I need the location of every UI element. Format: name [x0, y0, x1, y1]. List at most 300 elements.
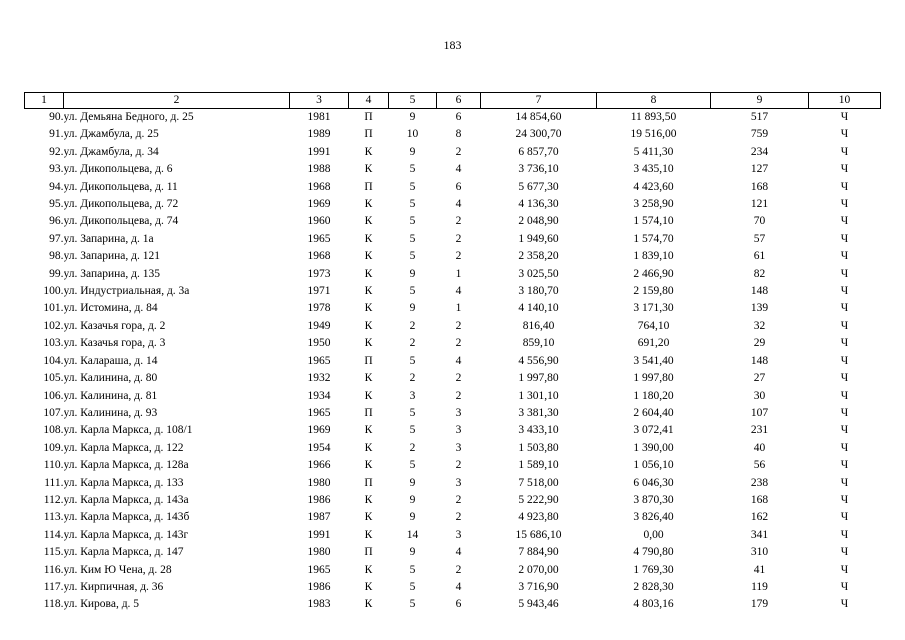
- address-cell: ул. Индустриальная, д. 3а: [63, 285, 190, 298]
- entrances-cell: 4: [455, 546, 462, 559]
- address-cell: ул. Карла Маркса, д. 143б: [63, 511, 190, 524]
- table-row: [25, 544, 881, 561]
- residents-cell: 148: [750, 354, 769, 367]
- wall-type-cell: К: [364, 424, 373, 437]
- table-row: [25, 422, 881, 439]
- wall-type-cell: К: [364, 285, 373, 298]
- row-number: 113.: [43, 511, 64, 524]
- year-cell: 1965: [307, 354, 331, 367]
- living-area-cell: 19 516,00: [630, 128, 677, 141]
- row-number: 110.: [43, 459, 64, 472]
- category-cell: Ч: [840, 389, 849, 402]
- entrances-cell: 2: [455, 459, 462, 472]
- wall-type-cell: П: [364, 180, 373, 193]
- total-area-cell: 6 857,70: [518, 145, 559, 158]
- row-number: 112.: [43, 493, 64, 506]
- residents-cell: 759: [750, 128, 769, 141]
- table-row: [25, 283, 881, 300]
- year-cell: 1981: [307, 111, 331, 123]
- floors-cell: 2: [409, 337, 416, 350]
- row-number: 108.: [43, 424, 64, 437]
- floors-cell: 2: [409, 319, 416, 332]
- floors-cell: 5: [409, 250, 416, 263]
- year-cell: 1954: [307, 441, 331, 454]
- wall-type-cell: К: [364, 337, 373, 350]
- residents-cell: 70: [753, 215, 766, 228]
- entrances-cell: 2: [455, 145, 462, 158]
- living-area-cell: 1 056,10: [633, 459, 674, 472]
- column-header: 5: [389, 93, 437, 109]
- year-cell: 1988: [307, 163, 331, 176]
- address-cell: ул. Джамбула, д. 25: [63, 128, 159, 141]
- category-cell: Ч: [840, 319, 849, 332]
- table-row: [25, 126, 881, 143]
- year-cell: 1965: [307, 406, 331, 419]
- address-cell: ул. Кирова, д. 5: [63, 598, 140, 611]
- row-number: 104.: [43, 354, 64, 367]
- entrances-cell: 2: [455, 389, 462, 402]
- category-cell: Ч: [840, 128, 849, 141]
- row-number: 97.: [49, 232, 64, 245]
- table-row: [25, 248, 881, 265]
- total-area-cell: 15 686,10: [515, 528, 562, 541]
- row-number: 118.: [43, 598, 64, 611]
- residents-cell: 56: [753, 459, 766, 472]
- table-row: [25, 405, 881, 422]
- row-number: 98.: [49, 250, 64, 263]
- residents-cell: 517: [750, 111, 769, 123]
- entrances-cell: 3: [455, 476, 462, 489]
- living-area-cell: 11 893,50: [630, 111, 677, 123]
- table-row: [25, 388, 881, 405]
- category-cell: Ч: [840, 163, 849, 176]
- table-row: [25, 562, 881, 579]
- row-number: 94.: [49, 180, 64, 193]
- floors-cell: 9: [409, 267, 416, 280]
- total-area-cell: 2 048,90: [518, 215, 559, 228]
- total-area-cell: 5 677,30: [518, 180, 559, 193]
- wall-type-cell: К: [364, 319, 373, 332]
- residents-cell: 41: [753, 563, 766, 576]
- year-cell: 1932: [307, 372, 331, 385]
- entrances-cell: 2: [455, 337, 462, 350]
- entrances-cell: 2: [455, 493, 462, 506]
- year-cell: 1980: [307, 476, 331, 489]
- year-cell: 1966: [307, 459, 331, 472]
- floors-cell: 3: [409, 389, 416, 402]
- row-number: 101.: [43, 302, 64, 315]
- floors-cell: 2: [409, 441, 416, 454]
- total-area-cell: 2 070,00: [518, 563, 559, 576]
- category-cell: Ч: [840, 493, 849, 506]
- table-row: [25, 318, 881, 335]
- row-number: 114.: [43, 528, 64, 541]
- residents-cell: 121: [750, 198, 769, 211]
- living-area-cell: 3 258,90: [633, 198, 674, 211]
- floors-cell: 9: [409, 476, 416, 489]
- residents-cell: 341: [750, 528, 769, 541]
- wall-type-cell: К: [364, 528, 373, 541]
- year-cell: 1968: [307, 250, 331, 263]
- table-row: [25, 109, 881, 127]
- entrances-cell: 3: [455, 406, 462, 419]
- total-area-cell: 3 736,10: [518, 163, 559, 176]
- entrances-cell: 2: [455, 372, 462, 385]
- living-area-cell: 1 997,80: [633, 372, 674, 385]
- wall-type-cell: К: [364, 389, 373, 402]
- living-area-cell: 3 826,40: [633, 511, 674, 524]
- category-cell: Ч: [840, 598, 849, 611]
- address-cell: ул. Кирпичная, д. 36: [63, 580, 164, 593]
- address-cell: ул. Карла Маркса, д. 108/1: [63, 424, 193, 437]
- address-cell: ул. Калинина, д. 81: [63, 389, 158, 402]
- wall-type-cell: К: [364, 198, 373, 211]
- residents-cell: 57: [753, 232, 766, 245]
- residents-cell: 148: [750, 285, 769, 298]
- year-cell: 1965: [307, 232, 331, 245]
- address-cell: ул. Истомина, д. 84: [63, 302, 158, 315]
- row-number: 107.: [43, 406, 64, 419]
- wall-type-cell: К: [364, 493, 373, 506]
- wall-type-cell: П: [364, 128, 373, 141]
- floors-cell: 9: [409, 493, 416, 506]
- entrances-cell: 3: [455, 528, 462, 541]
- table-row: [25, 335, 881, 352]
- category-cell: Ч: [840, 215, 849, 228]
- wall-type-cell: К: [364, 598, 373, 611]
- address-cell: ул. Дикопольцева, д. 6: [63, 163, 173, 176]
- address-cell: ул. Калинина, д. 80: [63, 372, 158, 385]
- row-number: 96.: [49, 215, 64, 228]
- floors-cell: 5: [409, 459, 416, 472]
- entrances-cell: 4: [455, 198, 462, 211]
- address-cell: ул. Карла Маркса, д. 122: [63, 441, 184, 454]
- address-cell: ул. Ким Ю Чена, д. 28: [63, 563, 172, 576]
- total-area-cell: 3 716,90: [518, 580, 559, 593]
- year-cell: 1960: [307, 215, 331, 228]
- table-row: [25, 231, 881, 248]
- living-area-cell: 2 466,90: [633, 267, 674, 280]
- table-row: [25, 440, 881, 457]
- category-cell: Ч: [840, 476, 849, 489]
- floors-cell: 9: [409, 546, 416, 559]
- address-cell: ул. Дикопольцева, д. 72: [63, 198, 179, 211]
- category-cell: Ч: [840, 372, 849, 385]
- floors-cell: 9: [409, 302, 416, 315]
- year-cell: 1969: [307, 424, 331, 437]
- residents-cell: 168: [750, 180, 769, 193]
- floors-cell: 5: [409, 580, 416, 593]
- table-row: [25, 196, 881, 213]
- year-cell: 1968: [307, 180, 331, 193]
- category-cell: Ч: [840, 145, 849, 158]
- floors-cell: 5: [409, 406, 416, 419]
- row-number: 117.: [43, 580, 64, 593]
- total-area-cell: 1 589,10: [518, 459, 559, 472]
- entrances-cell: 3: [455, 441, 462, 454]
- floors-cell: 9: [409, 511, 416, 524]
- table-row: [25, 353, 881, 370]
- column-header: 10: [809, 93, 881, 109]
- living-area-cell: 1 390,00: [633, 441, 674, 454]
- category-cell: Ч: [840, 528, 849, 541]
- year-cell: 1978: [307, 302, 331, 315]
- table-row: [25, 509, 881, 526]
- entrances-cell: 4: [455, 354, 462, 367]
- address-cell: ул. Дикопольцева, д. 11: [63, 180, 178, 193]
- entrances-cell: 2: [455, 232, 462, 245]
- total-area-cell: 1 503,80: [518, 441, 559, 454]
- table-body: [25, 109, 881, 614]
- residents-cell: 179: [750, 598, 769, 611]
- row-number: 105.: [43, 372, 64, 385]
- floors-cell: 2: [409, 372, 416, 385]
- table-row: [25, 579, 881, 596]
- entrances-cell: 2: [455, 563, 462, 576]
- category-cell: Ч: [840, 441, 849, 454]
- living-area-cell: 1 574,70: [633, 232, 674, 245]
- residents-cell: 238: [750, 476, 769, 489]
- table-row: [25, 475, 881, 492]
- floors-cell: 5: [409, 215, 416, 228]
- wall-type-cell: К: [364, 302, 373, 315]
- row-number: 115.: [43, 546, 64, 559]
- year-cell: 1986: [307, 580, 331, 593]
- living-area-cell: 0,00: [643, 528, 664, 541]
- residents-cell: 32: [753, 319, 766, 332]
- wall-type-cell: К: [364, 441, 373, 454]
- category-cell: Ч: [840, 563, 849, 576]
- address-cell: ул. Демьяна Бедного, д. 25: [63, 111, 194, 123]
- living-area-cell: 1 180,20: [633, 389, 674, 402]
- total-area-cell: 7 518,00: [518, 476, 559, 489]
- column-header: 2: [64, 93, 290, 109]
- floors-cell: 5: [409, 563, 416, 576]
- total-area-cell: 5 943,46: [518, 598, 559, 611]
- category-cell: Ч: [840, 459, 849, 472]
- living-area-cell: 2 604,40: [633, 406, 674, 419]
- entrances-cell: 4: [455, 163, 462, 176]
- wall-type-cell: К: [364, 563, 373, 576]
- residents-cell: 234: [750, 145, 769, 158]
- year-cell: 1973: [307, 267, 331, 280]
- total-area-cell: 1 301,10: [518, 389, 559, 402]
- entrances-cell: 6: [455, 111, 462, 123]
- table-row: [25, 300, 881, 317]
- residents-cell: 168: [750, 493, 769, 506]
- category-cell: Ч: [840, 180, 849, 193]
- category-cell: Ч: [840, 111, 849, 123]
- total-area-cell: 3 433,10: [518, 424, 559, 437]
- residents-cell: 27: [753, 372, 766, 385]
- row-number: 106.: [43, 389, 64, 402]
- living-area-cell: 1 839,10: [633, 250, 674, 263]
- category-cell: Ч: [840, 250, 849, 263]
- residents-cell: 310: [750, 546, 769, 559]
- floors-cell: 10: [406, 128, 419, 141]
- address-cell: ул. Казачья гора, д. 2: [63, 319, 166, 332]
- column-header: 4: [349, 93, 389, 109]
- address-cell: ул. Карла Маркса, д. 147: [63, 546, 184, 559]
- living-area-cell: 764,10: [637, 319, 670, 332]
- entrances-cell: 6: [455, 598, 462, 611]
- year-cell: 1980: [307, 546, 331, 559]
- entrances-cell: 2: [455, 215, 462, 228]
- address-cell: ул. Запарина, д. 1а: [63, 232, 154, 245]
- table-row: [25, 492, 881, 509]
- category-cell: Ч: [840, 337, 849, 350]
- total-area-cell: 7 884,90: [518, 546, 559, 559]
- total-area-cell: 24 300,70: [515, 128, 562, 141]
- wall-type-cell: К: [364, 215, 373, 228]
- row-number: 90.: [49, 111, 64, 123]
- address-cell: ул. Казачья гора, д. 3: [63, 337, 166, 350]
- entrances-cell: 1: [455, 302, 462, 315]
- total-area-cell: 816,40: [522, 319, 555, 332]
- category-cell: Ч: [840, 232, 849, 245]
- table-row: [25, 596, 881, 613]
- category-cell: Ч: [840, 511, 849, 524]
- page-number: 183: [443, 38, 462, 52]
- living-area-cell: 3 870,30: [633, 493, 674, 506]
- residents-cell: 127: [750, 163, 769, 176]
- floors-cell: 9: [409, 111, 416, 123]
- wall-type-cell: П: [364, 354, 373, 367]
- wall-type-cell: К: [364, 232, 373, 245]
- residents-cell: 107: [750, 406, 769, 419]
- entrances-cell: 6: [455, 180, 462, 193]
- wall-type-cell: П: [364, 111, 373, 123]
- wall-type-cell: К: [364, 459, 373, 472]
- wall-type-cell: К: [364, 250, 373, 263]
- entrances-cell: 4: [455, 285, 462, 298]
- table-row: [25, 179, 881, 196]
- living-area-cell: 4 803,16: [633, 598, 674, 611]
- year-cell: 1986: [307, 493, 331, 506]
- floors-cell: 5: [409, 598, 416, 611]
- floors-cell: 5: [409, 198, 416, 211]
- living-area-cell: 1 574,10: [633, 215, 674, 228]
- entrances-cell: 4: [455, 580, 462, 593]
- living-area-cell: 2 828,30: [633, 580, 674, 593]
- row-number: 95.: [49, 198, 64, 211]
- total-area-cell: 5 222,90: [518, 493, 559, 506]
- floors-cell: 14: [406, 528, 419, 541]
- table-row: [25, 266, 881, 283]
- wall-type-cell: П: [364, 546, 373, 559]
- total-area-cell: 859,10: [522, 337, 555, 350]
- total-area-cell: 4 140,10: [518, 302, 559, 315]
- floors-cell: 5: [409, 285, 416, 298]
- category-cell: Ч: [840, 354, 849, 367]
- column-header: 8: [597, 93, 711, 109]
- residents-cell: 40: [753, 441, 766, 454]
- address-cell: ул. Запарина, д. 135: [63, 267, 160, 280]
- row-number: 91.: [49, 128, 64, 141]
- column-header: 7: [481, 93, 597, 109]
- year-cell: 1969: [307, 198, 331, 211]
- residents-cell: 82: [753, 267, 766, 280]
- category-cell: Ч: [840, 546, 849, 559]
- address-cell: ул. Джамбула, д. 34: [63, 145, 159, 158]
- row-number: 93.: [49, 163, 64, 176]
- total-area-cell: 1 997,80: [518, 372, 559, 385]
- table-row: [25, 457, 881, 474]
- row-number: 102.: [43, 319, 64, 332]
- total-area-cell: 14 854,60: [515, 111, 562, 123]
- year-cell: 1949: [307, 319, 331, 332]
- row-number: 100.: [43, 285, 64, 298]
- address-cell: ул. Дикопольцева, д. 74: [63, 215, 179, 228]
- living-area-cell: 1 769,30: [633, 563, 674, 576]
- column-header: 3: [290, 93, 349, 109]
- year-cell: 1983: [307, 598, 331, 611]
- living-area-cell: 3 435,10: [633, 163, 674, 176]
- living-area-cell: 4 790,80: [633, 546, 674, 559]
- wall-type-cell: К: [364, 511, 373, 524]
- entrances-cell: 2: [455, 319, 462, 332]
- floors-cell: 9: [409, 145, 416, 158]
- residents-cell: 30: [753, 389, 766, 402]
- total-area-cell: 3 180,70: [518, 285, 559, 298]
- entrances-cell: 3: [455, 424, 462, 437]
- residents-cell: 61: [753, 250, 766, 263]
- row-number: 116.: [43, 563, 64, 576]
- table-row: [25, 161, 881, 178]
- year-cell: 1971: [307, 285, 331, 298]
- total-area-cell: 3 025,50: [518, 267, 559, 280]
- row-number: 103.: [43, 337, 64, 350]
- category-cell: Ч: [840, 406, 849, 419]
- year-cell: 1989: [307, 128, 331, 141]
- total-area-cell: 2 358,20: [518, 250, 559, 263]
- wall-type-cell: К: [364, 163, 373, 176]
- address-cell: ул. Карла Маркса, д. 143г: [63, 528, 189, 541]
- year-cell: 1965: [307, 563, 331, 576]
- category-cell: Ч: [840, 267, 849, 280]
- category-cell: Ч: [840, 580, 849, 593]
- total-area-cell: 4 556,90: [518, 354, 559, 367]
- column-header: 9: [711, 93, 809, 109]
- category-cell: Ч: [840, 424, 849, 437]
- address-cell: ул. Карла Маркса, д. 133: [63, 476, 184, 489]
- table-row: [25, 213, 881, 230]
- total-area-cell: 4 923,80: [518, 511, 559, 524]
- table-row: [25, 370, 881, 387]
- address-cell: ул. Карла Маркса, д. 128а: [63, 459, 189, 472]
- year-cell: 1934: [307, 389, 331, 402]
- residents-cell: 231: [750, 424, 769, 437]
- living-area-cell: 5 411,30: [633, 145, 674, 158]
- table-row: [25, 144, 881, 161]
- column-header: 1: [25, 93, 64, 109]
- entrances-cell: 8: [455, 128, 462, 141]
- address-cell: ул. Карла Маркса, д. 143а: [63, 493, 189, 506]
- residents-cell: 139: [750, 302, 769, 315]
- housing-table: [24, 92, 881, 614]
- row-number: 111.: [44, 476, 64, 489]
- wall-type-cell: К: [364, 580, 373, 593]
- wall-type-cell: К: [364, 145, 373, 158]
- address-cell: ул. Калараша, д. 14: [63, 354, 158, 367]
- floors-cell: 5: [409, 232, 416, 245]
- address-cell: ул. Калинина, д. 93: [63, 406, 158, 419]
- category-cell: Ч: [840, 302, 849, 315]
- year-cell: 1950: [307, 337, 331, 350]
- floors-cell: 5: [409, 180, 416, 193]
- living-area-cell: 6 046,30: [633, 476, 674, 489]
- living-area-cell: 691,20: [637, 337, 670, 350]
